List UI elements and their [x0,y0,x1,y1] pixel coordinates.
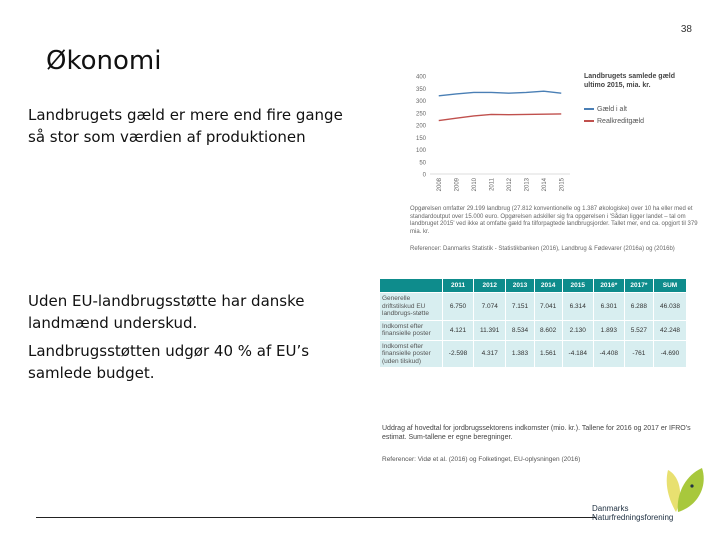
legend-item-mortgage: Realkreditgæld [584,118,644,125]
x-tick-label: 2009 [454,178,461,192]
table-cell: 11.391 [474,320,506,340]
table-header-cell: 2017* [624,279,653,293]
table-row [380,340,687,367]
table-header-row [380,279,687,293]
table-row [380,293,687,321]
page-number: 38 [680,24,692,35]
y-tick-label: 100 [415,148,426,154]
table-row [380,320,687,340]
footer-divider [36,517,596,518]
chart-note: Opgørelsen omfatter 29.199 landbrug (27.812 konventionelle og 1.387 økologiske) over 10 ha eller med et standardoutput over 15.000 euro. Opgørelsen adskiller sig fra opgørelsen i 'Sådan ligger landet – tal om landbruget 2015' ved ikke at omfatte gæld fra tilforpagtede landbrugsjorder. Tallet mer, end ca. opgjort til 379 mia. kr. [410,206,698,235]
table-header-cell: 2015 [562,279,593,293]
table-cell: 8.602 [534,320,562,340]
y-tick-label: 400 [415,74,426,81]
table-cell: 6.288 [624,293,653,321]
table-cell: -4.408 [593,340,624,367]
legend-item-total: Gæld i alt [584,106,627,113]
table-header-cell: 2013 [506,279,534,293]
table-header-cell: SUM [653,279,686,293]
table-cell: 42.248 [653,320,686,340]
row-label: Generelle driftstilskud EU landbrugs-støtte [380,293,443,321]
table-cell: 4.121 [443,320,474,340]
y-tick-label: 250 [415,111,426,118]
x-tick-label: 2012 [506,178,513,192]
budget-text: Landbrugsstøtten udgør 40 % af EU’s samlede budget. [28,342,310,382]
series-line-total-debt [439,91,562,96]
income-table [380,279,687,367]
row-label: Indkomst efter finansielle poster [380,320,443,340]
y-tick-label: 150 [415,135,426,142]
table-cell: -4.184 [562,340,593,367]
table-header-cell: 2016* [593,279,624,293]
table-cell: 1.561 [534,340,562,367]
debt-chart-plot [402,66,582,201]
table-cell: 4.317 [474,340,506,367]
subsidy-text: Uden EU-landbrugsstøtte har danske landmænd underskud. [28,292,305,332]
chart-title: Landbrugets samlede gæld ultimo 2015, mia. kr. [584,73,676,89]
y-tick-label: 50 [419,160,426,167]
table-cell: 2.130 [562,320,593,340]
table-reference: Referencer: Vidø et al. (2016) og Folketinget, EU-oplysningen (2016) [382,456,581,463]
row-label: Indkomst efter finansielle poster (uden tilskud) [380,340,443,367]
y-tick-label: 300 [415,99,426,105]
table-cell: 1.383 [506,340,534,367]
table-header-cell: 2012 [474,279,506,293]
table-cell: 5.527 [624,320,653,340]
y-tick-label: 200 [415,123,426,130]
table-cell: -2.598 [443,340,474,367]
table-cell: 1.893 [593,320,624,340]
table-cell: 6.314 [562,293,593,321]
table-header-cell: 2014 [534,279,562,293]
table-cell: 6.750 [443,293,474,321]
brand-name: Danmarks Naturfredningsforening [592,504,674,522]
table-cell: 7.151 [506,293,534,321]
y-tick-label: 0 [422,172,426,179]
y-tick-label: 350 [415,86,426,93]
debt-text: Landbrugets gæld er mere end fire gange så stor som værdien af produktionen [28,106,343,146]
table-caption: Uddrag af hovedtal for jordbrugssektorens indkomster (mio. kr.). Tallene for 2016 og 2017 er IFRO’s estimat. Sum-tallene er egne beregninger. [382,425,691,441]
table-cell: -4.690 [653,340,686,367]
x-tick-label: 2011 [489,178,496,191]
debt-chart [402,66,702,266]
table-cell: 7.041 [534,293,562,321]
table-cell: 7.074 [474,293,506,321]
table-cell: 6.301 [593,293,624,321]
x-tick-label: 2013 [524,178,531,192]
series-line-mortgage-debt [439,114,562,121]
x-tick-label: 2015 [559,178,566,192]
table-cell: 8.534 [506,320,534,340]
x-tick-label: 2010 [471,178,478,192]
table-cell: 46.038 [653,293,686,321]
table-header-cell [380,279,443,293]
x-tick-label: 2014 [541,178,548,192]
page-title: Økonomi [46,46,162,76]
table-header-cell: 2011 [443,279,474,293]
table-cell: -761 [624,340,653,367]
chart-reference: Referencer: Danmarks Statistik - Statistikbanken (2016), Landbrug & Fødevarer (2016a) og (2016b) [410,246,675,252]
x-tick-label: 2008 [436,178,443,192]
